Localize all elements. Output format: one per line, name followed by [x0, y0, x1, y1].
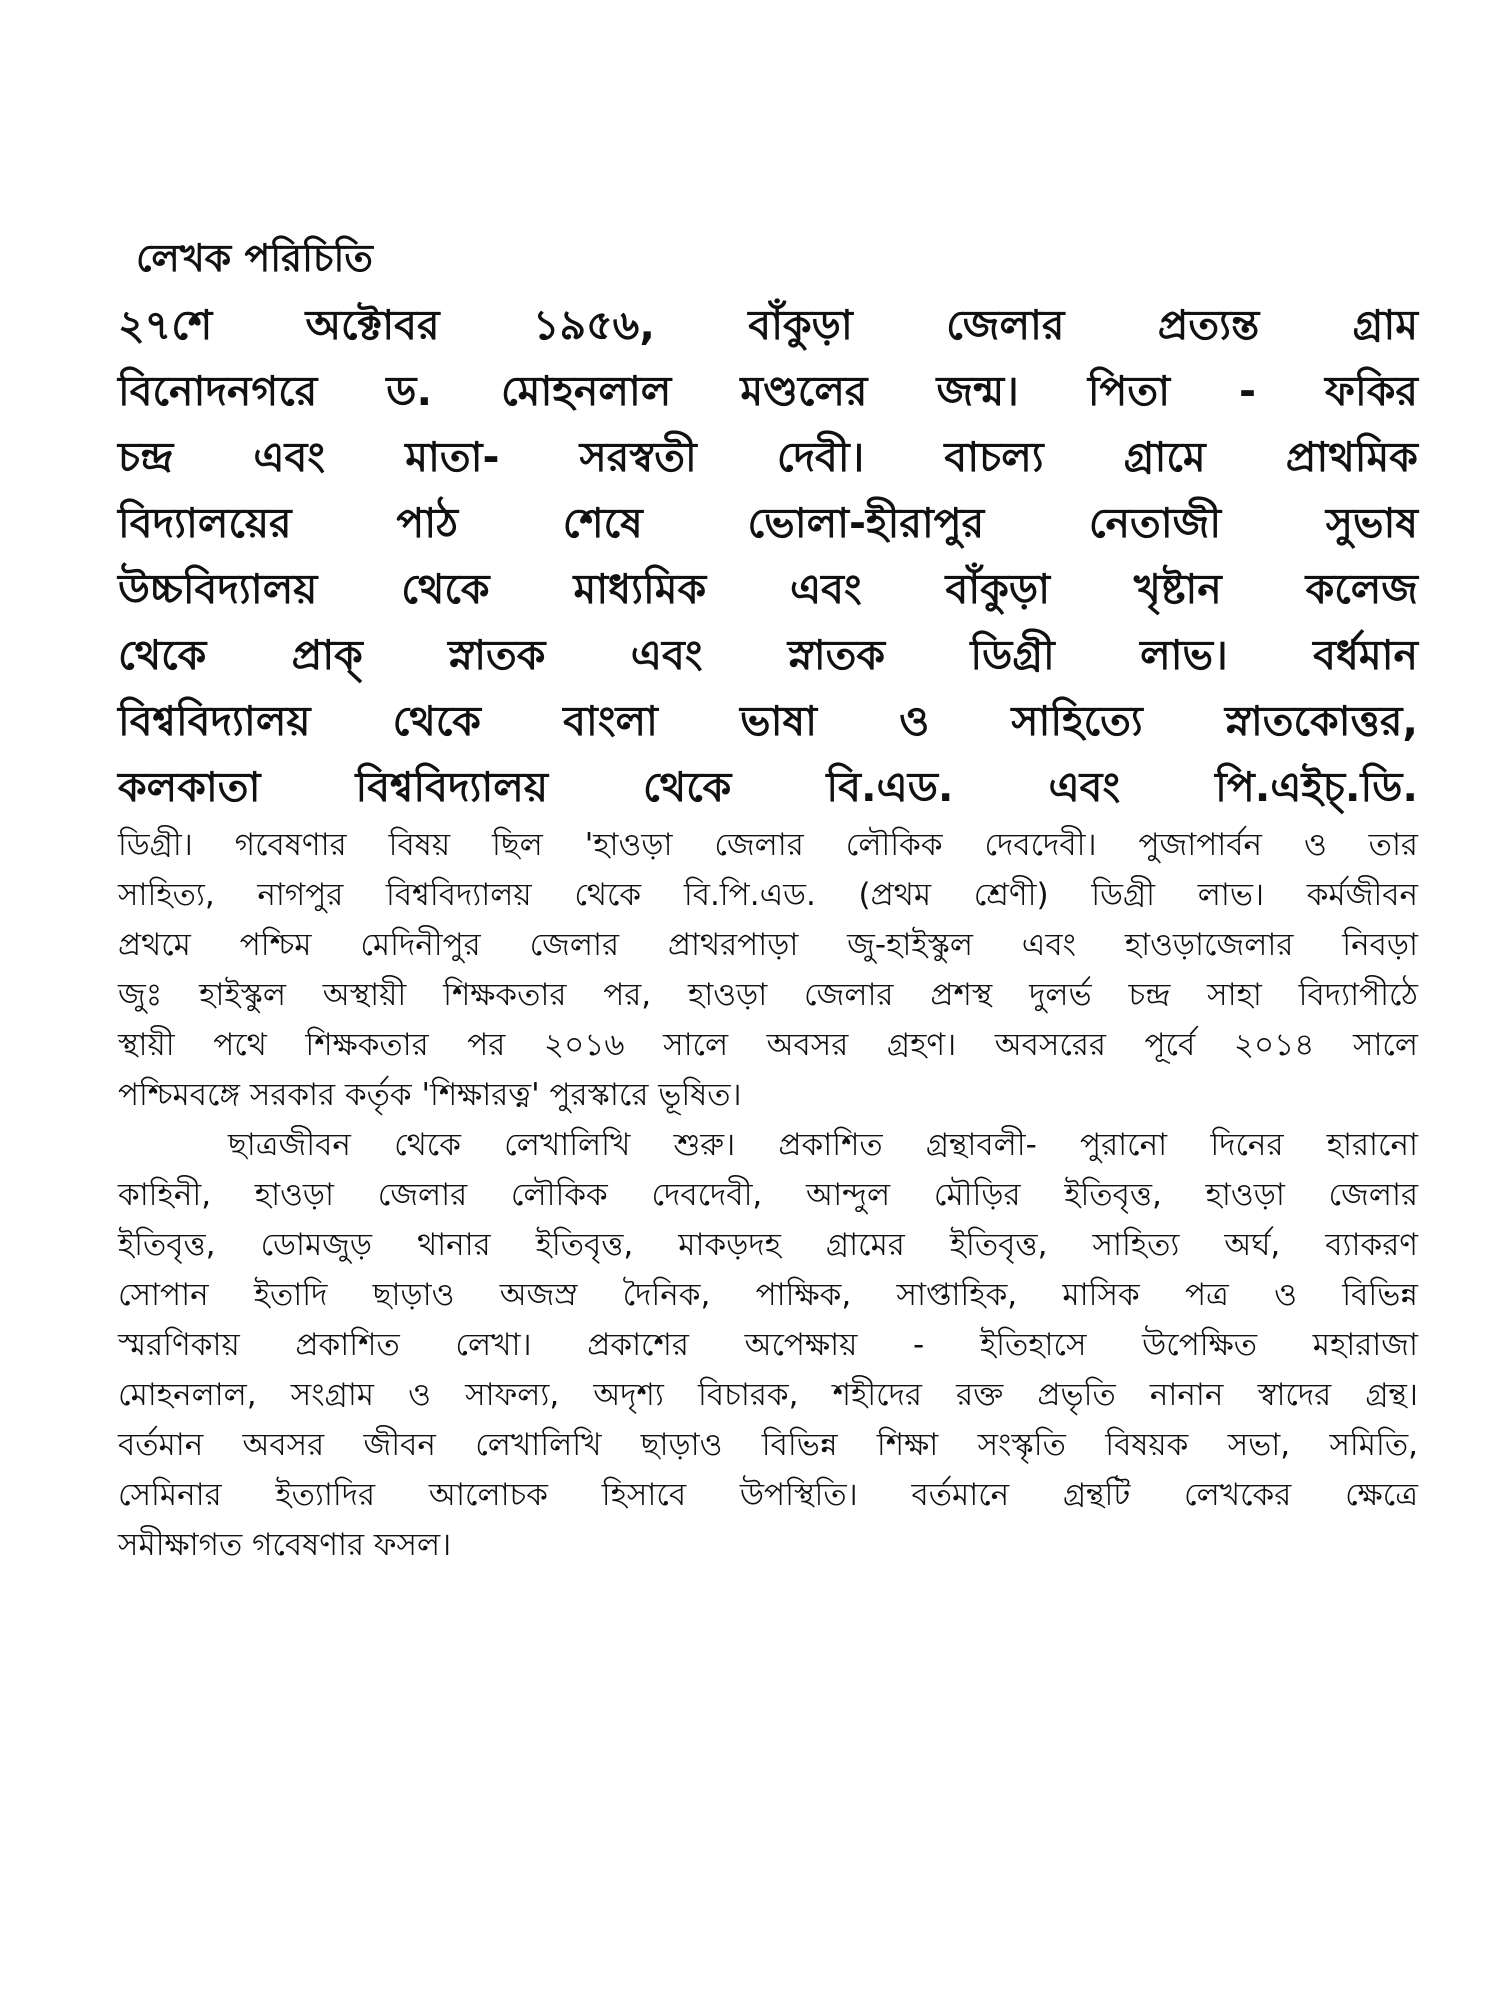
- paragraph-line: স্মরণিকায় প্রকাশিত লেখা। প্রকাশের অপেক্ষায় - ইতিহাসে উপেক্ষিত মহারাজা: [118, 1327, 1418, 1363]
- paragraph-line: ছাত্রজীবন থেকে লেখালিখি শুরু। প্রকাশিত গ্রন্থাবলী- পুরানো দিনের হারানো: [228, 1127, 1418, 1163]
- intro-line: বিদ্যালয়ের পাঠ শেষে ভোলা-হীরাপুর নেতাজী সুভাষ: [118, 499, 1418, 547]
- paragraph-line: সমীক্ষাগত গবেষণার ফসল।: [118, 1527, 452, 1563]
- paragraph-line: ইতিবৃত্ত, ডোমজুড় থানার ইতিবৃত্ত, মাকড়দহ গ্রামের ইতিবৃত্ত, সাহিত্য অর্ঘ, ব্যাকরণ: [118, 1227, 1418, 1263]
- section-heading: লেখক পরিচিতি: [136, 236, 373, 280]
- biography-paragraph-writings: [118, 1120, 1418, 1570]
- paragraph-line: সাহিত্য, নাগপুর বিশ্ববিদ্যালয় থেকে বি.পি.এড. (প্রথম শ্রেণী) ডিগ্রী লাভ। কর্মজীবন: [118, 877, 1418, 913]
- paragraph-line: স্থায়ী পথে শিক্ষকতার পর ২০১৬ সালে অবসর গ্রহণ। অবসরের পূর্বে ২০১৪ সালে: [118, 1027, 1418, 1063]
- biography-paragraph-career: [118, 820, 1418, 1120]
- intro-line: কলকাতা বিশ্ববিদ্যালয় থেকে বি.এড. এবং পি.এইচ্.ডি.: [118, 763, 1418, 811]
- intro-line: বিশ্ববিদ্যালয় থেকে বাংলা ভাষা ও সাহিত্যে স্নাতকোত্তর,: [118, 697, 1418, 745]
- paragraph-line: বর্তমান অবসর জীবন লেখালিখি ছাড়াও বিভিন্ন শিক্ষা সংস্কৃতি বিষয়ক সভা, সমিতি,: [118, 1427, 1418, 1463]
- paragraph-line: প্রথমে পশ্চিম মেদিনীপুর জেলার প্রাথরপাড়া জু-হাইস্কুল এবং হাওড়াজেলার নিবড়া: [118, 927, 1418, 963]
- intro-line: থেকে প্রাক্ স্নাতক এবং স্নাতক ডিগ্রী লাভ। বর্ধমান: [118, 631, 1418, 679]
- document-page: [118, 230, 1418, 1570]
- paragraph-line: মোহনলাল, সংগ্রাম ও সাফল্য, অদৃশ্য বিচারক, শহীদের রক্ত প্রভৃতি নানান স্বাদের গ্রন্থ।: [118, 1377, 1418, 1413]
- intro-line: বিনোদনগরে ড. মোহনলাল মণ্ডলের জন্ম। পিতা - ফকির: [118, 367, 1418, 415]
- paragraph-line: সোপান ইতাদি ছাড়াও অজস্র দৈনিক, পাক্ষিক, সাপ্তাহিক, মাসিক পত্র ও বিভিন্ন: [118, 1277, 1418, 1313]
- intro-line: ২৭শে অক্টোবর ১৯৫৬, বাঁকুড়া জেলার প্রত্যন্ত গ্রাম: [118, 301, 1418, 349]
- paragraph-line: পশ্চিমবঙ্গে সরকার কর্তৃক 'শিক্ষারত্ন' পুরস্কারে ভূষিত।: [118, 1077, 742, 1113]
- biography-intro: [118, 292, 1418, 820]
- paragraph-line: জুঃ হাইস্কুল অস্থায়ী শিক্ষকতার পর, হাওড়া জেলার প্রশস্থ দুলর্ভ চন্দ্র সাহা বিদ্যাপীঠে: [118, 977, 1418, 1013]
- paragraph-line: কাহিনী, হাওড়া জেলার লৌকিক দেবদেবী, আন্দুল মৌড়ির ইতিবৃত্ত, হাওড়া জেলার: [118, 1177, 1418, 1213]
- paragraph-line: সেমিনার ইত্যাদির আলোচক হিসাবে উপস্থিতি। বর্তমানে গ্রন্থটি লেখকের ক্ষেত্রে: [118, 1477, 1418, 1513]
- intro-line: চন্দ্র এবং মাতা- সরস্বতী দেবী। বাচল্য গ্রামে প্রাথমিক: [118, 433, 1418, 481]
- intro-line: উচ্চবিদ্যালয় থেকে মাধ্যমিক এবং বাঁকুড়া খৃষ্টান কলেজ: [118, 565, 1418, 613]
- paragraph-line: ডিগ্রী। গবেষণার বিষয় ছিল 'হাওড়া জেলার লৌকিক দেবদেবী। পুজাপার্বন ও তার: [118, 827, 1418, 863]
